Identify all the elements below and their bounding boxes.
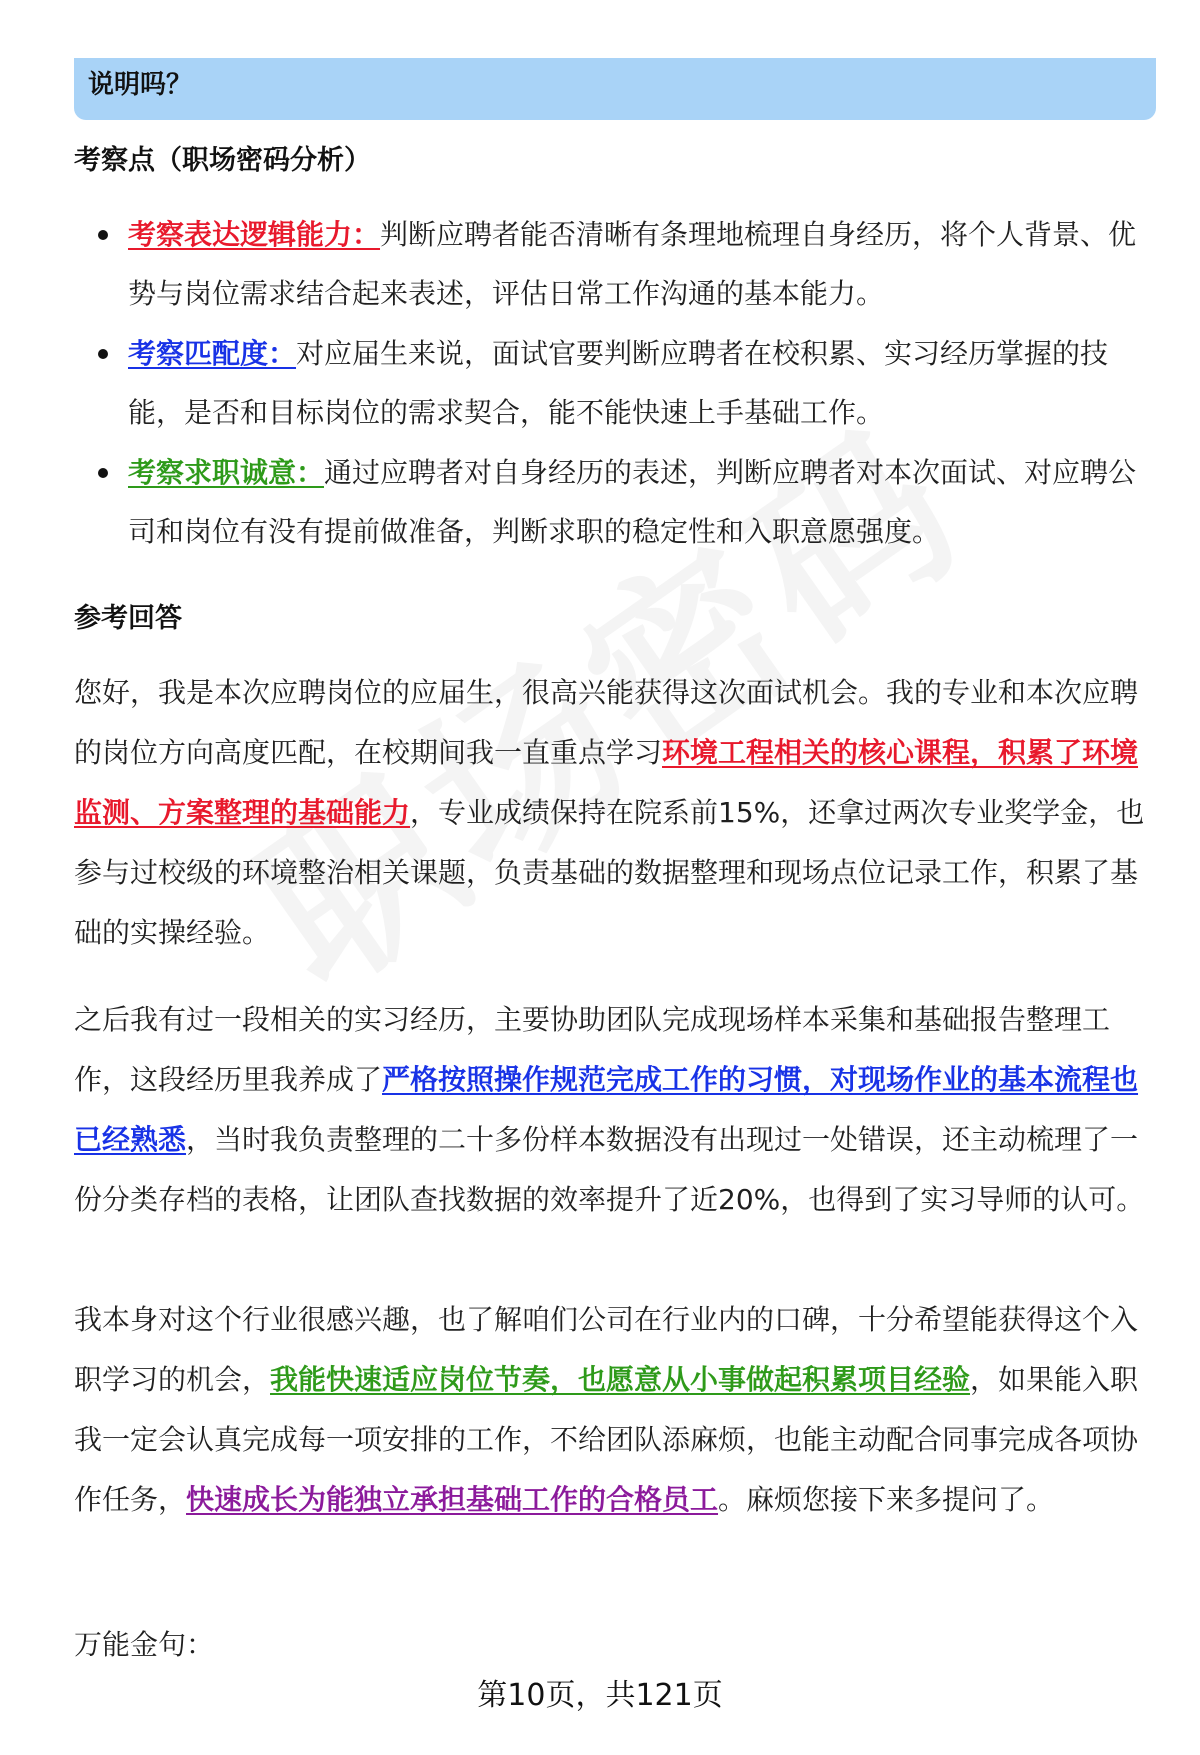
paragraph-text: ，专业成绩保持在院系前15%，还拿过两次专业奖学金，也参与过校级的环境整治相关课题，负责基础的数据整理和现场点位记录工作，积累了基础的实操经验。 [74, 796, 1145, 949]
paragraph-text: 您好，我是本次应聘岗位的应届生，很高兴能获得这次面试机会。我的专业和本次应聘的岗位方向高度匹配，在校期间我一直重点学习 [74, 676, 1139, 769]
highlight-text: 环境工程相关的核心课程，积累了环境监测、方案整理的基础能力 [74, 736, 1139, 829]
bullet-text: 对应届生来说，面试官要判断应聘者在校积累、实习经历掌握的技能，是否和目标岗位的需求契合，能不能快速上手基础工作。 [128, 337, 1109, 429]
assessment-heading: 考察点（职场密码分析） [74, 145, 371, 176]
question-text: 说明吗？ [88, 70, 193, 100]
highlight-text: 严格按照操作规范完成工作的习惯，对现场作业的基本流程也已经熟悉 [74, 1063, 1139, 1156]
bullet-keyword: 考察匹配度： [128, 337, 297, 370]
paragraph-text: 我本身对这个行业很感兴趣，也了解咱们公司在行业内的口碑，十分希望能获得这个入职学习的机会， [74, 1303, 1139, 1396]
bullet-text: 通过应聘者对自身经历的表述，判断应聘者对本次面试、对应聘公司和岗位有没有提前做准备，判断求职的稳定性和入职意愿强度。 [128, 456, 1137, 548]
paragraph-text: ，当时我负责整理的二十多份样本数据没有出现过一处错误，还主动梳理了一份分类存档的表格，让团队查找数据的效率提升了近20%，也得到了实习导师的认可。 [74, 1123, 1145, 1216]
list-item [74, 443, 1164, 561]
assessment-list [74, 205, 1164, 562]
paragraph-text: ，如果能入职我一定会认真完成每一项安排的工作，不给团队添麻烦，也能主动配合同事完成各项协作任务， [74, 1363, 1139, 1516]
paragraph-text: 之后我有过一段相关的实习经历，主要协助团队完成现场样本采集和基础报告整理工作，这段经历里我养成了 [74, 1003, 1111, 1096]
highlight-text: 快速成长为能独立承担基础工作的合格员工 [186, 1483, 719, 1516]
page-number: 第10页，共121页 [477, 1678, 723, 1713]
bullet-dot [98, 230, 108, 240]
bullet-dot [98, 349, 108, 359]
answer-paragraph-1 [74, 663, 1150, 963]
bullet-dot [98, 468, 108, 478]
paragraph-text: 。麻烦您接下来多提问了。 [718, 1483, 1055, 1516]
list-item [74, 205, 1164, 323]
bullet-keyword: 考察求职诚意： [128, 456, 325, 489]
answer-paragraph-2 [74, 990, 1150, 1230]
bullet-keyword: 考察表达逻辑能力： [128, 218, 381, 251]
reference-answer-heading: 参考回答 [74, 603, 182, 634]
question-box [74, 58, 1156, 120]
bullet-text: 判断应聘者能否清晰有条理地梳理自身经历，将个人背景、优势与岗位需求结合起来表述，评估日常工作沟通的基本能力。 [128, 218, 1137, 310]
list-item [74, 324, 1164, 442]
answer-paragraph-3 [74, 1290, 1150, 1530]
highlight-text: 我能快速适应岗位节奏，也愿意从小事做起积累项目经验 [270, 1363, 971, 1396]
golden-phrase-heading: 万能金句： [74, 1628, 215, 1661]
